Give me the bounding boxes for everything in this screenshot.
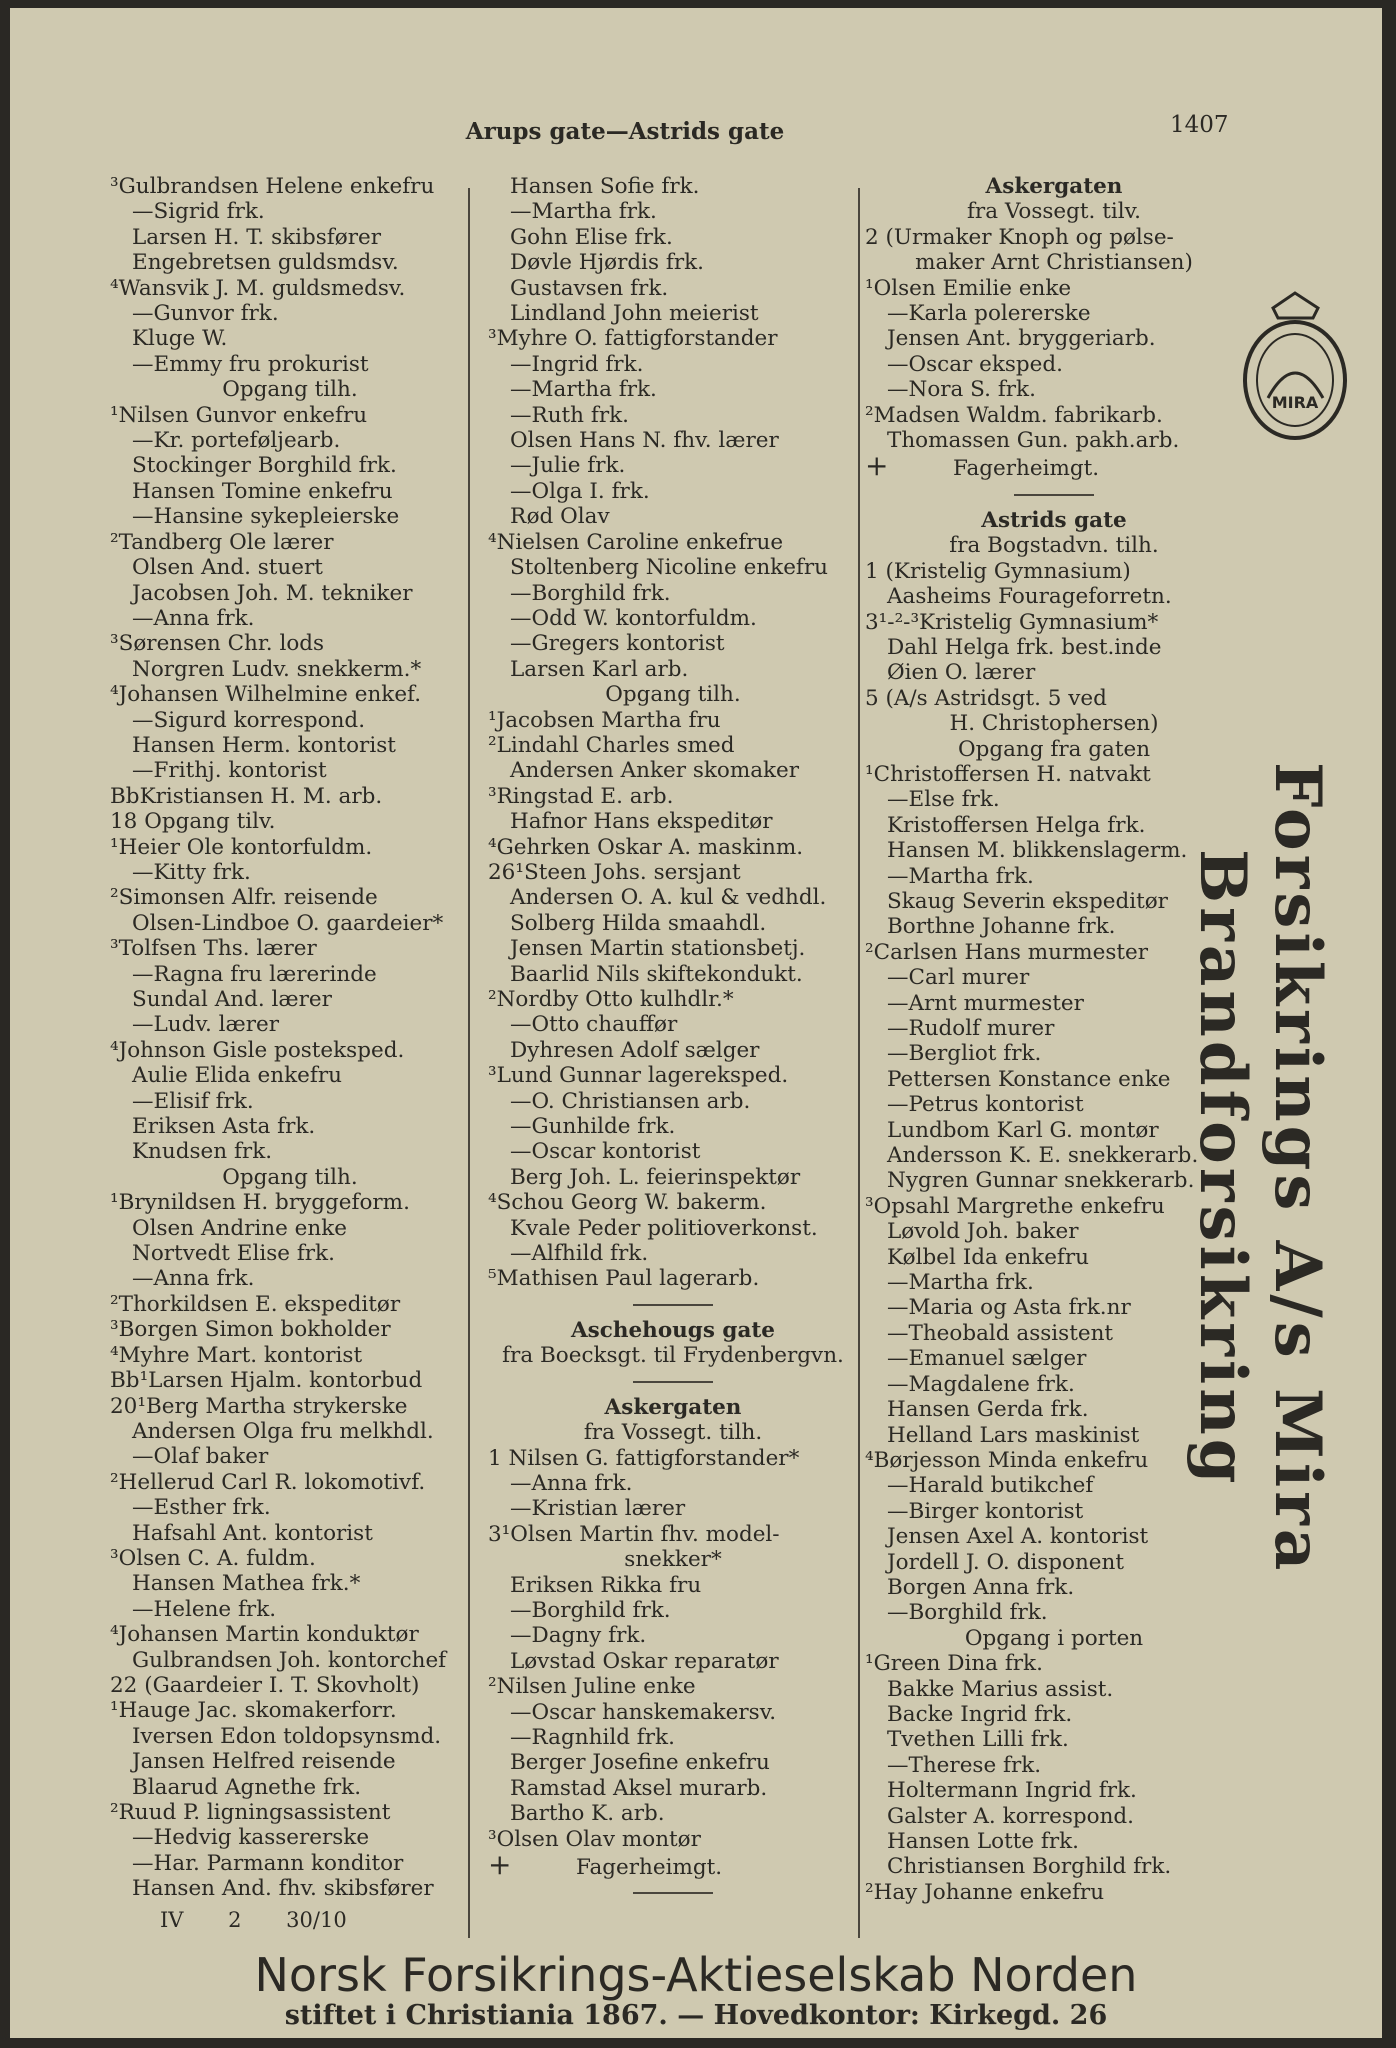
- list-item: —Petrus kontorist: [887, 1092, 1084, 1118]
- list-item: —Rudolf murer: [887, 1016, 1055, 1041]
- list-item: 18 Opgang tilv.: [110, 809, 276, 835]
- list-item: Andersen Anker skomaker: [510, 758, 800, 784]
- list-item: Kølbel Ida enkefru: [887, 1244, 1090, 1270]
- list-item: Jordell J. O. disponent: [887, 1549, 1125, 1575]
- list-item: —Kitty frk.: [132, 859, 251, 885]
- list-item: —Nora S. frk.: [887, 377, 1036, 403]
- street-subheading: fra Bogstadvn. tilh.: [949, 533, 1159, 559]
- list-item: —Gregers kontorist: [510, 631, 725, 657]
- list-item: Andersen O. A. kul & vedhdl.: [510, 885, 827, 911]
- list-item: —Hansine sykepleierske: [132, 504, 400, 530]
- page-title: Arups gate—Astrids gate: [465, 118, 785, 145]
- list-item: —Oscar hanskemakersv.: [510, 1699, 777, 1725]
- list-item: —Julie frk.: [510, 453, 626, 479]
- list-item: Hafsahl Ant. kontorist: [132, 1520, 373, 1546]
- street-heading: Askergaten: [985, 174, 1123, 199]
- list-item: ⁴Børjesson Minda enkefru: [865, 1447, 1149, 1473]
- list-item: —Emmy fru prokurist: [132, 351, 369, 377]
- list-item: ¹Olsen Emilie enke: [865, 275, 1072, 301]
- list-item: —Oscar eksped.: [887, 351, 1063, 377]
- list-item: snekker*: [624, 1547, 722, 1573]
- list-item: —Theobald assistent: [887, 1320, 1114, 1346]
- plus-icon: +: [865, 449, 889, 483]
- list-item: —Frithj. kontorist: [132, 758, 327, 784]
- list-item: —Magdalene frk.: [887, 1371, 1075, 1397]
- list-item: Jensen Ant. bryggeriarb.: [887, 326, 1156, 352]
- list-item: Eriksen Asta frk.: [132, 1114, 316, 1140]
- list-item: —Anna frk.: [510, 1470, 633, 1496]
- list-item: Hansen Gerda frk.: [887, 1397, 1089, 1423]
- list-item: —Sigrid frk.: [132, 199, 265, 225]
- section-rule: [633, 1892, 713, 1894]
- list-item: Lindland John meierist: [510, 301, 759, 327]
- list-item: Jensen Axel A. kontorist: [887, 1524, 1149, 1550]
- list-item: Iversen Edon toldopsynsmd.: [132, 1723, 442, 1749]
- list-item: Hansen Mathea frk.*: [132, 1571, 361, 1597]
- list-item: —Harald butikchef: [887, 1473, 1094, 1499]
- list-item: 3¹Olsen Martin fhv. model-: [488, 1521, 780, 1547]
- list-item: —Dagny frk.: [510, 1623, 647, 1649]
- list-item: ³Borgen Simon bokholder: [110, 1317, 391, 1343]
- list-item: Borgen Anna frk.: [887, 1574, 1075, 1600]
- mira-logo-icon: [1238, 288, 1353, 443]
- list-item: —Ragna fru lærerinde: [132, 961, 377, 987]
- list-item: Gulbrandsen Joh. kontorchef: [132, 1647, 447, 1673]
- list-item: 5 (A/s Astridsgt. 5 ved: [865, 685, 1107, 711]
- list-item: Opgang i porten: [964, 1625, 1144, 1651]
- list-item: Christiansen Borghild frk.: [887, 1854, 1172, 1880]
- list-item: Kristoffersen Helga frk.: [887, 812, 1146, 838]
- list-item: Kvale Peder politioverkonst.: [510, 1215, 818, 1241]
- list-item: Engebretsen guldsmdsv.: [132, 250, 399, 276]
- list-item: —Otto chauffør: [510, 1012, 678, 1038]
- list-item: Bakke Marius assist.: [887, 1676, 1114, 1702]
- list-item: Baarlid Nils skiftekondukt.: [510, 961, 803, 987]
- side-advertisement: Forsikrings A/s Mira Brandforsikring: [1185, 761, 1335, 1575]
- list-item: —Martha frk.: [887, 863, 1034, 889]
- list-item: —Therese frk.: [887, 1752, 1042, 1778]
- list-item: —Ingrid frk.: [510, 351, 644, 377]
- list-item: —Borghild frk.: [510, 580, 671, 606]
- list-item: ²Madsen Waldm. fabrikarb.: [865, 402, 1163, 428]
- list-item: ¹Brynildsen H. bryggeform.: [110, 1190, 410, 1216]
- list-item: Olsen Hans N. fhv. lærer: [510, 428, 779, 454]
- cross-street: + Fagerheimgt.: [865, 449, 1100, 483]
- list-item: Jensen Martin stationsbetj.: [510, 936, 806, 962]
- list-item: —Anna frk.: [132, 605, 255, 631]
- list-item: ³Ringstad E. arb.: [488, 783, 674, 809]
- list-item: Helland Lars maskinist: [887, 1422, 1140, 1448]
- list-item: ³Tolfsen Ths. lærer: [110, 936, 317, 962]
- list-item: —Carl murer: [887, 965, 1030, 991]
- list-item: 1 Nilsen G. fattigforstander*: [488, 1445, 800, 1471]
- list-item: ¹Jacobsen Martha fru: [488, 707, 721, 733]
- list-item: —Gunhilde frk.: [510, 1114, 676, 1140]
- list-item: Borthne Johanne frk.: [887, 914, 1116, 940]
- list-item: Jansen Helfred reisende: [132, 1749, 396, 1775]
- list-item: —Bergliot frk.: [887, 1041, 1042, 1067]
- footer-company: Norsk Forsikrings-Aktieselskab Norden: [254, 1948, 1138, 2002]
- list-item: 3¹-²-³Kristelig Gymnasium*: [865, 609, 1159, 635]
- list-item: Eriksen Rikka fru: [510, 1572, 702, 1598]
- footer-tagline: stiftet i Christiania 1867. — Hovedkontor: Kirkegd. 26: [284, 2000, 1108, 2031]
- list-item: ²Lindahl Charles smed: [488, 732, 735, 758]
- list-item: Sundal And. lærer: [132, 987, 332, 1012]
- list-item: —Birger kontorist: [887, 1498, 1084, 1524]
- list-item: Tvethen Lilli frk.: [887, 1727, 1069, 1753]
- list-item: 20¹Berg Martha strykerske: [110, 1393, 408, 1419]
- list-item: ³Opsahl Margrethe enkefru: [865, 1193, 1165, 1219]
- list-item: —Elisif frk.: [132, 1088, 254, 1114]
- list-item: ³Myhre O. fattigforstander: [488, 326, 778, 352]
- list-item: —Sigurd korrespond.: [132, 707, 366, 733]
- list-item: Holtermann Ingrid frk.: [887, 1778, 1137, 1804]
- list-item: —Olaf baker: [132, 1444, 269, 1470]
- list-item: ³Lund Gunnar lagereksped.: [488, 1063, 789, 1089]
- list-item: ¹Heier Ole kontorfuldm.: [110, 834, 373, 860]
- list-item: —Karla polererske: [887, 301, 1091, 327]
- list-item: Pettersen Konstance enke: [887, 1066, 1171, 1092]
- list-item: —Arnt murmester: [887, 990, 1084, 1016]
- list-item: Hafnor Hans ekspeditør: [510, 809, 773, 835]
- list-item: Solberg Hilda smaahdl.: [510, 910, 767, 936]
- list-item: —Ludv. lærer: [132, 1012, 280, 1038]
- street-subheading: fra Vossegt. tilv.: [966, 199, 1142, 225]
- list-item: Thomassen Gun. pakh.arb.: [887, 428, 1180, 454]
- plus-icon: +: [488, 1848, 512, 1881]
- list-item: Larsen Karl arb.: [510, 656, 689, 682]
- street-heading: Astrids gate: [981, 507, 1127, 533]
- list-item: Backe Ingrid frk.: [887, 1701, 1073, 1727]
- list-item: Løvstad Oskar reparatør: [510, 1648, 779, 1674]
- column-2-askergaten-list: [488, 1446, 858, 1853]
- list-item: Hansen And. fhv. skibsfører: [132, 1876, 434, 1902]
- list-item: —Ruth frk.: [510, 402, 629, 428]
- list-item: Skaug Severin ekspeditør: [887, 888, 1168, 914]
- list-item: Døvle Hjørdis frk.: [510, 250, 705, 276]
- column-3-askergaten-list: [865, 225, 1243, 454]
- list-item: —Helene frk.: [132, 1596, 277, 1622]
- list-item: Olsen And. stuert: [132, 555, 323, 581]
- list-item: ¹Christoffersen H. natvakt: [865, 761, 1151, 787]
- list-item: —Martha frk.: [887, 1270, 1034, 1296]
- list-item: Jacobsen Joh. M. tekniker: [132, 580, 413, 606]
- list-item: ¹Hauge Jac. skomakerforr.: [110, 1698, 397, 1724]
- column-divider: [858, 188, 860, 1938]
- list-item: —Ragnhild frk.: [510, 1724, 675, 1750]
- list-item: Løvold Joh. baker: [887, 1219, 1079, 1245]
- list-item: —Hedvig kassererske: [132, 1825, 370, 1851]
- directory-page: [10, 8, 1382, 2038]
- list-item: ¹Nilsen Gunvor enkefru: [110, 402, 368, 428]
- list-item: Dyhresen Adolf sælger: [510, 1037, 760, 1063]
- list-item: ⁴Johansen Martin konduktør: [110, 1622, 419, 1648]
- list-item: Larsen H. T. skibsfører: [132, 224, 381, 250]
- list-item: —Kristian lærer: [510, 1496, 686, 1522]
- list-item: —Martha frk.: [510, 199, 657, 225]
- list-item: Norgren Ludv. snekkerm.*: [132, 656, 422, 682]
- section-rule: [633, 1381, 713, 1383]
- list-item: Stockinger Borghild frk.: [132, 453, 397, 479]
- list-item: Galster A. korrespond.: [887, 1803, 1135, 1829]
- list-item: Olsen-Lindboe O. gaardeier*: [132, 910, 444, 936]
- list-item: ²Nilsen Juline enke: [488, 1674, 696, 1700]
- list-item: —Kr. porteføljearb.: [132, 428, 341, 454]
- list-item: Stoltenberg Nicoline enkefru: [510, 555, 828, 581]
- list-item: Andersson K. E. snekkerarb.: [887, 1143, 1199, 1169]
- list-item: Lundbom Karl G. montør: [887, 1117, 1159, 1143]
- list-item: ¹Green Dina frk.: [865, 1651, 1043, 1677]
- list-item: 22 (Gaardeier I. T. Skovholt): [110, 1672, 420, 1698]
- list-item: Bartho K. arb.: [510, 1801, 665, 1827]
- list-item: Øien O. lærer: [887, 660, 1036, 686]
- list-item: Ramstad Aksel murarb.: [510, 1775, 768, 1801]
- list-item: Gustavsen frk.: [510, 275, 669, 301]
- list-item: —Else frk.: [887, 787, 1000, 813]
- section-rule: [633, 1304, 713, 1306]
- list-item: Opgang tilh.: [222, 1164, 358, 1190]
- list-item: maker Arnt Christiansen): [915, 250, 1193, 276]
- list-item: Hansen Tomine enkefru: [132, 478, 393, 504]
- list-item: Nortvedt Elise frk.: [132, 1241, 335, 1267]
- list-item: ⁴Johnson Gisle posteksped.: [110, 1037, 405, 1063]
- list-item: Hansen M. blikkenslagerm.: [887, 838, 1188, 864]
- list-item: ⁴Myhre Mart. kontorist: [110, 1342, 363, 1368]
- list-item: ⁴Johansen Wilhelmine enkef.: [110, 682, 422, 708]
- page-number: 1407: [1170, 112, 1229, 138]
- list-item: ³Sørensen Chr. lods: [110, 631, 325, 657]
- list-item: ²Hellerud Carl R. lokomotivf.: [110, 1469, 426, 1495]
- list-item: ⁴Wansvik J. M. guldsmedsv.: [110, 275, 406, 301]
- list-item: Rød Olav: [510, 504, 610, 530]
- list-item: 1 (Kristelig Gymnasium): [865, 558, 1131, 584]
- list-item: Nygren Gunnar snekkerarb.: [887, 1168, 1195, 1194]
- section-rule: [1014, 494, 1094, 496]
- street-subheading: fra Vossegt. tilh.: [583, 1420, 763, 1446]
- street-subheading: fra Boecksgt. til Frydenbergvn.: [502, 1343, 844, 1369]
- list-item: ²Hay Johanne enkefru: [865, 1879, 1105, 1905]
- list-item: Dahl Helga frk. best.inde: [887, 634, 1162, 660]
- list-item: ⁵Mathisen Paul lagerarb.: [488, 1266, 760, 1292]
- list-item: —Borghild frk.: [887, 1600, 1048, 1626]
- list-item: Knudsen frk.: [132, 1139, 273, 1165]
- list-item: ³Olsen Olav montør: [488, 1826, 701, 1852]
- list-item: ³Gulbrandsen Helene enkefru: [110, 174, 435, 199]
- list-item: 26¹Steen Johs. sersjant: [488, 859, 741, 885]
- list-item: —O. Christiansen arb.: [510, 1088, 751, 1114]
- list-item: ³Olsen C. A. fuldm.: [110, 1545, 316, 1571]
- street-heading: Aschehougs gate: [571, 1317, 775, 1343]
- list-item: ²Tandberg Ole lærer: [110, 529, 334, 555]
- list-item: —Esther frk.: [132, 1495, 271, 1521]
- list-item: ⁴Nielsen Caroline enkefrue: [488, 529, 784, 555]
- list-item: Hansen Herm. kontorist: [132, 732, 396, 758]
- list-item: Aasheims Fourageforretn.: [887, 584, 1172, 610]
- list-item: Opgang tilh.: [222, 377, 358, 403]
- column-divider: [468, 188, 470, 1938]
- list-item: Berg Joh. L. feierinspektør: [510, 1164, 801, 1190]
- list-item: H. Christophersen): [949, 711, 1159, 737]
- list-item: —Odd W. kontorfuldm.: [510, 605, 757, 631]
- list-item: BbKristiansen H. M. arb.: [110, 783, 383, 809]
- list-item: ²Nordby Otto kulhdlr.*: [488, 987, 734, 1012]
- list-item: Aulie Elida enkefru: [132, 1063, 342, 1089]
- list-item: ²Carlsen Hans murmester: [865, 939, 1149, 965]
- list-item: ²Simonsen Alfr. reisende: [110, 885, 378, 911]
- list-item: Andersen Olga fru melkhdl.: [132, 1418, 434, 1444]
- list-item: Berger Josefine enkefru: [510, 1750, 770, 1776]
- list-item: ⁴Gehrken Oskar A. maskinm.: [488, 834, 804, 860]
- column-2: [488, 174, 858, 1906]
- list-item: —Maria og Asta frk.nr: [887, 1295, 1131, 1321]
- list-item: Hansen Lotte frk.: [887, 1829, 1080, 1854]
- list-item: —Emanuel sælger: [887, 1346, 1087, 1372]
- list-item: —Gunvor frk.: [132, 301, 279, 327]
- list-item: —Alfhild frk.: [510, 1241, 649, 1267]
- list-item: 2 (Urmaker Knoph og pølse-: [865, 224, 1174, 250]
- logo-text: MIRA: [1271, 393, 1319, 412]
- list-item: —Borghild frk.: [510, 1597, 671, 1623]
- list-item: —Oscar kontorist: [510, 1139, 701, 1165]
- list-item: Opgang fra gaten: [957, 736, 1151, 762]
- list-item: ²Thorkildsen E. ekspeditør: [110, 1291, 401, 1317]
- list-item: Kluge W.: [132, 326, 228, 352]
- list-item: —Martha frk.: [510, 377, 657, 403]
- list-item: Hansen Sofie frk.: [510, 174, 700, 199]
- footer-code: IV 2 30/10: [160, 1908, 347, 1932]
- list-item: ²Ruud P. ligningsassistent: [110, 1800, 391, 1825]
- list-item: Blaarud Agnethe frk.: [132, 1774, 362, 1800]
- list-item: ⁴Schou Georg W. bakerm.: [488, 1190, 767, 1216]
- column-1: [110, 174, 470, 1902]
- list-item: Olsen Andrine enke: [132, 1215, 347, 1241]
- list-item: Bb¹Larsen Hjalm. kontorbud: [110, 1368, 423, 1394]
- list-item: Opgang tilh.: [605, 682, 741, 708]
- column-2-list: [488, 174, 858, 1292]
- list-item: Gohn Elise frk.: [510, 224, 673, 250]
- list-item: —Olga I. frk.: [510, 478, 650, 504]
- list-item: —Anna frk.: [132, 1266, 255, 1292]
- cross-street: + Fagerheimgt.: [488, 1848, 723, 1881]
- street-heading: Askergaten: [604, 1394, 742, 1420]
- list-item: —Har. Parmann konditor: [132, 1850, 404, 1876]
